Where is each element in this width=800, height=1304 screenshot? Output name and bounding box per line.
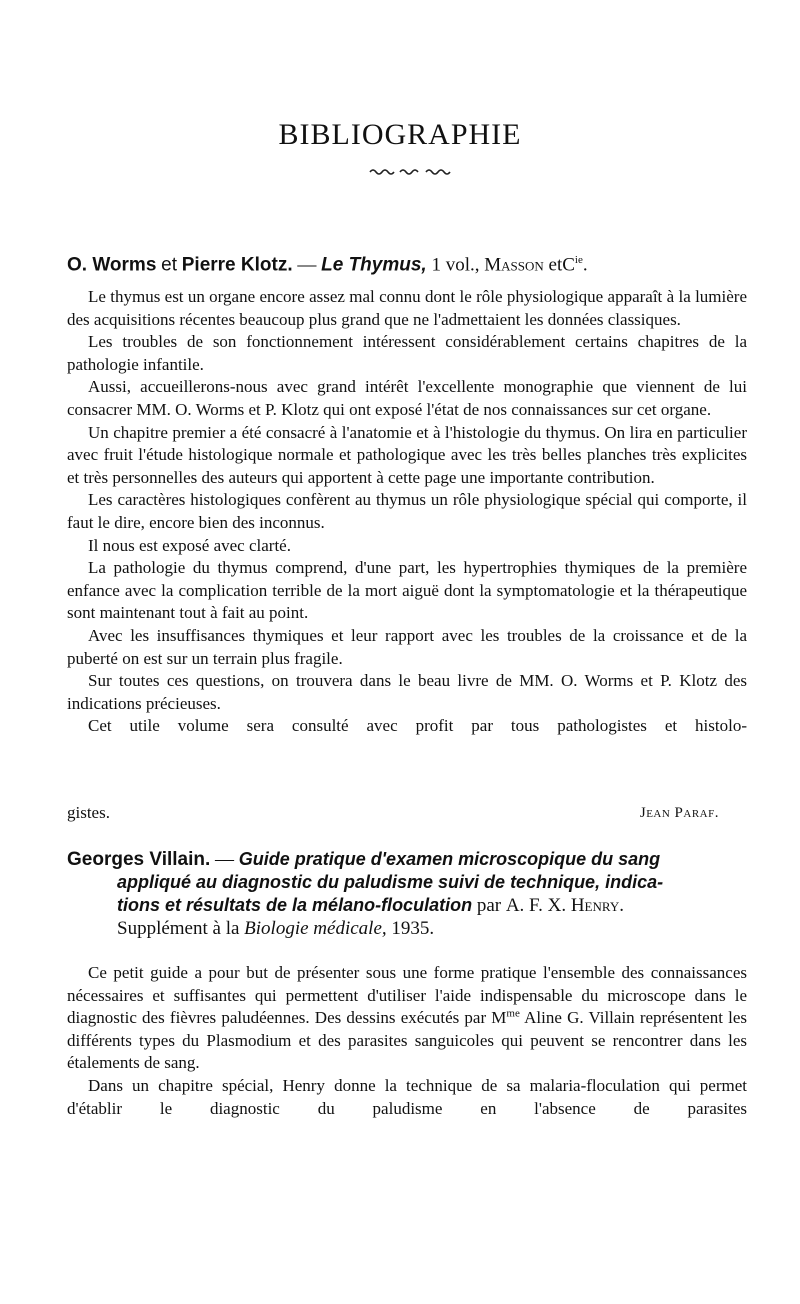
entry-1-paragraph: Avec les insuffisances thymiques et leur rapport avec les troubles de la croissance et de la puberté on est sur un terrain plus fragile. (67, 625, 747, 668)
entry-1-paragraph: Aussi, accueillerons-nous avec grand intérêt l'excellente monographie que viennent de lui consacrer MM. O. Worms et P. Klotz qui ont exposé l'état de nos connaissances sur cet organe. (67, 377, 747, 419)
entry-2-paragraph (67, 962, 747, 1075)
entry-1-paragraph: Cet utile volume sera consulté avec profit par tous pathologistes et histolo- (88, 716, 747, 736)
entry-1-publisher-co: C (562, 254, 575, 276)
entry-1-review (67, 286, 747, 738)
entry-2-review (67, 962, 747, 1120)
entry-2-p1-before: Ce petit guide a pour but de présenter sous une forme pratique l'ensemble des connaissances nécessaires et suffisantes qui permettent d'utiliser l'aide indispensable du microscope dans le diagnostic des fièvres paludéennes. Des dessins exécutés par M (67, 963, 747, 1028)
entry-1-last-line: gistes. (67, 803, 110, 822)
entry-1-publisher: Masson (484, 254, 544, 276)
entry-1-paragraph: La pathologie du thymus comprend, d'une part, les hypertrophies thymiques de la première enfance avec la complication terrible de la mort aiguë dont la symptomatologie et la thérapeutique sont maintenant tout à fait au point. (67, 558, 747, 623)
entry-1-paragraph: Sur toutes ces questions, on trouvera dans le beau livre de MM. O. Worms et P. Klotz des indications précieuses. (67, 671, 747, 713)
entry-2-title-line-3: tions et résultats de la mélano-floculation (117, 895, 473, 915)
entry-2-year: 1935. (391, 918, 435, 939)
entry-2-paragraph: Dans un chapitre spécial, Henry donne la technique de sa malaria-floculation qui permet d'établir le diagnostic du paludisme en l'absence de parasites (67, 1075, 747, 1118)
entry-2-p1-after: Aline G. Villain représentent les différents types du Plasmodium et des parasites sanguicoles qui peuvent se rencontrer dans les étalements de sang. (67, 1008, 747, 1073)
entry-2-by: A. F. X. Henry. (505, 895, 624, 916)
entry-1-paragraph: Les caractères histologiques confèrent au thymus un rôle physiologique spécial qui comporte, il faut le dire, encore bien des inconnus. (67, 490, 747, 532)
entry-2-dash: — (215, 849, 235, 870)
entry-1-heading (67, 248, 747, 277)
entry-2-title-line-2: appliqué au diagnostic du paludisme suivi de technique, indica- (117, 872, 664, 892)
entry-1-paragraph: Il nous est exposé avec clarté. (88, 535, 291, 555)
entry-1-book-title: Le Thymus, (321, 254, 427, 276)
entry-2-heading (67, 848, 757, 940)
entry-1-paragraph: Le thymus est un organe encore assez mal connu dont le rôle physiologique apparaît à la lumière des acquisitions récentes beaucoup plus grand que ne l'admettaient les données classiques. (67, 287, 747, 329)
entry-1-signature: Jean Paraf. (639, 805, 719, 821)
entry-1-paragraph: Un chapitre premier a été consacré à l'anatomie et à l'histologie du thymus. On lira en particulier avec fruit l'étude histologique normale et pathologique avec les très belles planches très explicites et très personnelles des auteurs qui apportent à cette page une importante contribution. (67, 422, 747, 487)
entry-2-author: Georges Villain. (67, 849, 211, 870)
entry-1-signature-line (67, 802, 747, 824)
entry-1-author-2: Pierre Klotz. (181, 254, 293, 276)
ornament-wave (370, 170, 450, 174)
entry-1-dash: — (297, 254, 317, 276)
entry-2-title-line-1: Guide pratique d'examen microscopique du sang (238, 849, 661, 869)
entry-1-volume: 1 vol., (431, 254, 480, 276)
entry-2-p1-sup: me (506, 1007, 520, 1020)
ornament-flourish (368, 166, 456, 178)
page-title: BIBLIOGRAPHIE (278, 118, 522, 151)
entry-2-par: par (476, 895, 502, 916)
entry-1-publisher-end: . (582, 254, 588, 276)
entry-1-publisher-et: et (548, 254, 563, 276)
entry-2-journal: Biologie médicale, (244, 918, 387, 939)
entry-1-paragraph: Les troubles de son fonctionnement intéressent considérablement certains chapitres de la pathologie infantile. (67, 332, 747, 374)
entry-1-et: et (161, 254, 177, 276)
entry-1-publisher-co-sup: ie (574, 254, 583, 266)
entry-2-supplement: Supplément à la (117, 918, 240, 939)
entry-1-author-1: O. Worms (67, 254, 157, 276)
